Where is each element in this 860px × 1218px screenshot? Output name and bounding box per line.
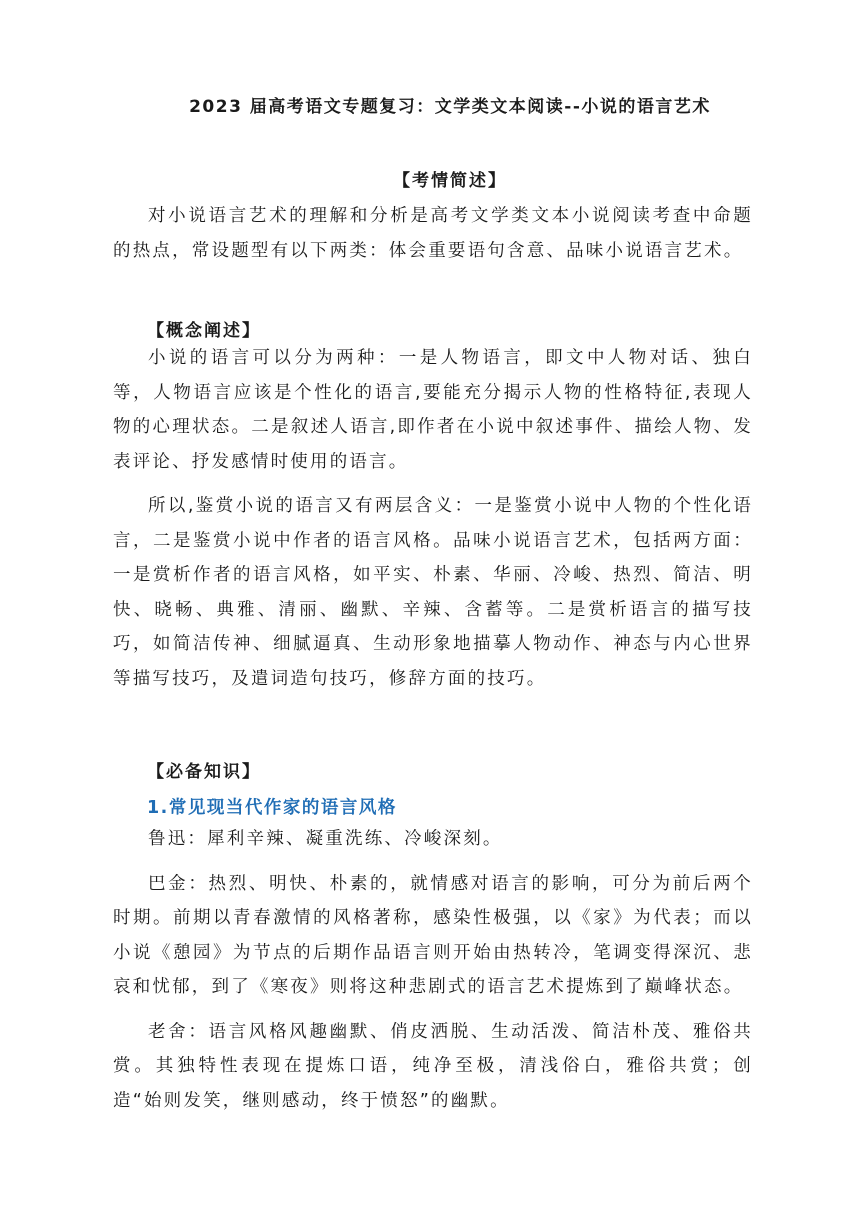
paragraph: 老舍：语言风格风趣幽默、俏皮洒脱、生动活泼、简洁朴茂、雅俗共赏。其独特性表现在提炼口语，纯净至极，清浅俗白，雅俗共赏；创造“始则发笑，继则感动，终于愤怒”的幽默。	[113, 1021, 753, 1111]
section-heading-knowledge: 【必备知识】	[147, 762, 261, 782]
paragraph: 巴金：热烈、明快、朴素的，就情感对语言的影响，可分为前后两个时期。前期以青春激情的风格著称，感染性极强，以《家》为代表；而以小说《憩园》为节点的后期作品语言则开始由热转冷，笔调变得深沉、悲哀和忧郁，到了《寒夜》则将这种悲剧式的语言艺术提炼到了巅峰状态。	[113, 873, 753, 997]
paragraph: 对小说语言艺术的理解和分析是高考文学类文本小说阅读考查中命题的热点，常设题型有以下两类：体会重要语句含意、品味小说语言艺术。	[113, 206, 753, 261]
section-exam-overview-body	[113, 199, 753, 268]
document-title: 2023 届高考语文专题复习：文学类文本阅读--小说的语言艺术	[189, 97, 711, 117]
paragraph: 小说的语言可以分为两种：一是人物语言，即文中人物对话、独白等，人物语言应该是个性化的语言,要能充分揭示人物的性格特征,表现人物的心理状态。二是叙述人语言,即作者在小说中叙述事件、描绘人物、发表评论、抒发感情时使用的语言。	[113, 348, 753, 472]
paragraph: 鲁迅：犀利辛辣、凝重洗练、冷峻深刻。	[148, 829, 503, 849]
section-heading-concept: 【概念阐述】	[147, 321, 261, 341]
section-heading-exam-overview: 【考情简述】	[393, 171, 507, 191]
section-concept-body	[113, 341, 753, 696]
section-knowledge-body	[113, 822, 753, 1118]
subheading-author-styles: 1.常见现当代作家的语言风格	[147, 798, 397, 818]
paragraph: 所以,鉴赏小说的语言又有两层含义：一是鉴赏小说中人物的个性化语言，二是鉴赏小说中作者的语言风格。品味小说语言艺术，包括两方面：一是赏析作者的语言风格，如平实、朴素、华丽、冷峻、热烈、简洁、明快、晓畅、典雅、清丽、幽默、辛辣、含蓄等。二是赏析语言的描写技巧，如简洁传神、细腻逼真、生动形象地描摹人物动作、神态与内心世界等描写技巧，及遣词造句技巧，修辞方面的技巧。	[113, 496, 753, 689]
